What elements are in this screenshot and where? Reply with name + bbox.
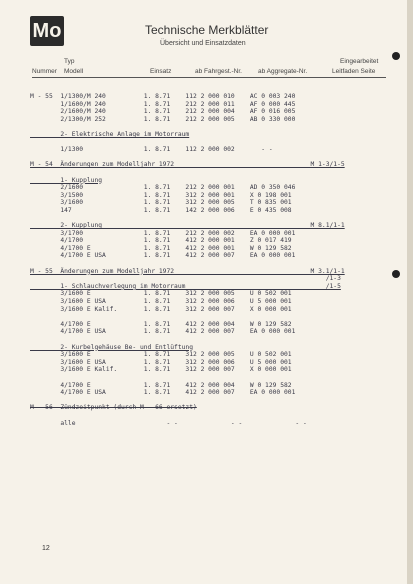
table-row: 1/1600/M 240 1. 8.71 212 2 000 011 AF 0 000 445 <box>30 100 296 108</box>
table-body <box>30 93 345 427</box>
table-row: 1/1300 1. 8.71 112 2 000 002 - - <box>30 146 273 154</box>
logo-text: Mo <box>32 19 62 42</box>
table-row: 4/1700 E USA 1. 8.71 412 2 000 007 EA 0 000 001 <box>30 328 296 336</box>
page-subtitle: Übersicht und Einsatzdaten <box>160 40 246 47</box>
table-row <box>30 397 345 405</box>
table-row: 2- Kurbelgehäuse Be- und Entlüftung <box>30 343 194 351</box>
table-row: M - 55 1/1300/M 240 1. 8.71 112 2 000 010 AC 0 003 240 <box>30 93 296 100</box>
table-row: alle - - - - - - <box>30 419 307 427</box>
table-row: M - 55 Änderungen zum Modelljahr 1972 M 3.1/1-1 <box>30 267 345 275</box>
table-row: 2/1600/M 240 1. 8.71 212 2 000 004 AF 0 016 005 <box>30 108 296 116</box>
page-number: 12 <box>42 545 50 552</box>
table-row: 3/1600 E USA 1. 8.71 312 2 000 006 U 5 000 001 <box>30 358 292 366</box>
table-row <box>30 374 345 382</box>
logo <box>30 16 64 46</box>
header-rule <box>32 77 386 78</box>
table-row: 2/1600 1. 8.71 212 2 000 001 AD 0 350 046 <box>30 184 296 192</box>
page-title: Technische Merkblätter <box>145 23 269 37</box>
table-row: 2- Kupplung M 8.1/1-1 <box>30 222 345 230</box>
table-row <box>30 169 345 177</box>
table-row <box>30 260 345 268</box>
table-row: /1-3 <box>30 275 341 283</box>
table-row: 3/1700 1. 8.71 212 2 000 002 EA 0 000 001 <box>30 229 296 237</box>
table-row: 4/1700 E USA 1. 8.71 412 2 000 007 EA 0 000 001 <box>30 389 296 397</box>
table-row: 4/1700 E USA 1. 8.71 412 2 000 007 EA 0 000 001 <box>30 252 296 260</box>
table-row <box>30 139 345 147</box>
table-row <box>30 123 345 131</box>
table-row: 1- Schlauchverlegung im Motorraum /1-5 <box>30 282 341 290</box>
table-row: 1- Kupplung <box>30 176 103 184</box>
table-row <box>30 412 345 420</box>
table-row: 2/1300/M 252 1. 8.71 212 2 000 005 AB 0 330 000 <box>30 115 296 123</box>
table-row: 4/1700 E 1. 8.71 412 2 000 004 W 0 129 582 <box>30 381 292 389</box>
table-row: 3/1600 E Kalif. 1. 8.71 312 2 000 007 X 0 000 001 <box>30 305 292 313</box>
table-row <box>30 336 345 344</box>
table-row: 3/1600 E USA 1. 8.71 312 2 000 006 U 5 000 001 <box>30 298 292 306</box>
table-row: M - 56 Zündzeitpunkt (durch M - 66 ersetzt) <box>30 404 197 412</box>
table-row: 3/1600 E 1. 8.71 312 2 000 005 U 0 502 001 <box>30 351 292 359</box>
table-row: 4/1700 1. 8.71 412 2 000 001 Z 0 017 419 <box>30 237 292 245</box>
col-eingearbeitet: Eingearbeitet <box>340 58 379 65</box>
col-leitfaden: Leitfaden Seite <box>332 68 376 75</box>
table-row: 3/1500 1. 8.71 312 2 000 001 X 0 198 001 <box>30 191 292 199</box>
table-row: 3/1600 E Kalif. 1. 8.71 312 2 000 007 X 0 000 001 <box>30 366 292 374</box>
col-modell: Modell <box>64 68 84 75</box>
col-fahrgest: ab Fahrgest.-Nr. <box>195 68 242 75</box>
col-einsatz: Einsatz <box>150 68 172 75</box>
table-row <box>30 215 345 223</box>
table-row: 3/1600 E 1. 8.71 312 2 000 005 U 0 502 001 <box>30 290 292 298</box>
table-row: 3/1600 1. 8.71 312 2 000 005 T 0 835 001 <box>30 199 292 207</box>
punch-hole-middle <box>392 270 400 278</box>
table-row <box>30 313 345 321</box>
table-row: 4/1700 E 1. 8.71 412 2 000 001 W 0 129 582 <box>30 244 292 252</box>
col-nummer: Nummer <box>32 68 57 75</box>
page-edge <box>407 0 413 584</box>
table-row: 2- Elektrische Anlage im Motorraum <box>30 130 190 138</box>
col-aggregate: ab Aggregate-Nr. <box>258 68 308 75</box>
table-row: M - 54 Änderungen zum Modelljahr 1972 M 1-3/1-5 <box>30 161 345 169</box>
table-row: 147 1. 8.71 142 2 000 006 E 0 435 008 <box>30 206 292 214</box>
col-typ: Typ <box>64 58 75 65</box>
table-row: 4/1700 E 1. 8.71 412 2 000 004 W 0 129 582 <box>30 320 292 328</box>
punch-hole-top <box>392 52 400 60</box>
